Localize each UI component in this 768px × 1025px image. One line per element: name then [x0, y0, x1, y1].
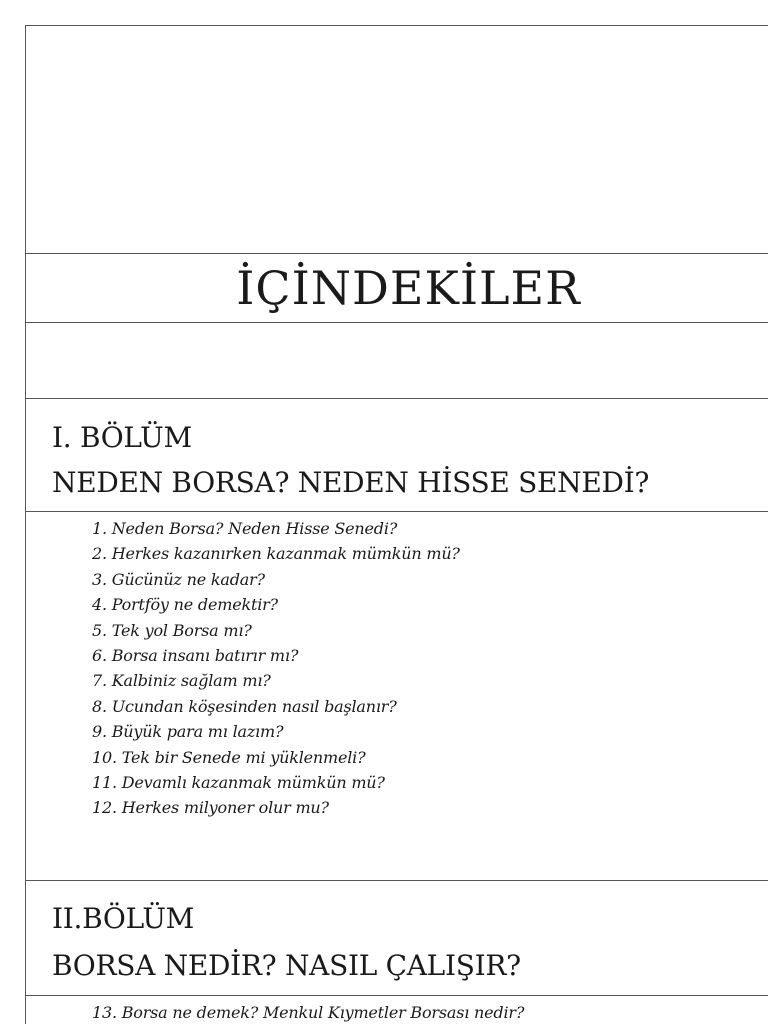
toc-entry[interactable]: 13. Borsa ne demek? Menkul Kıymetler Borsası nedir?: [92, 1003, 525, 1022]
toc-entry[interactable]: 11. Devamlı kazanmak mümkün mü?: [92, 772, 385, 792]
toc-entry[interactable]: 1. Neden Borsa? Neden Hisse Senedi?: [92, 519, 398, 538]
toc-entry[interactable]: 7. Kalbiniz sağlam mı?: [92, 671, 271, 691]
section-2-part-label: II.BÖLÜM: [52, 902, 195, 935]
toc-entry[interactable]: 9. Büyük para mı lazım?: [92, 722, 284, 742]
section-1-heading: NEDEN BORSA? NEDEN HİSSE SENEDİ?: [52, 466, 650, 499]
section-1-toc-list: [92, 516, 460, 821]
section-1-heading-rule: [25, 511, 768, 512]
section-2-top-rule: [25, 880, 768, 881]
title-top-rule: [25, 253, 768, 254]
page-left-border: [25, 25, 26, 1024]
toc-entry[interactable]: 3. Gücünüz ne kadar?: [92, 569, 265, 589]
toc-entry[interactable]: 4. Portföy ne demektir?: [92, 595, 278, 615]
section-2-heading-rule: [25, 995, 768, 996]
contents-title: İÇİNDEKİLER: [236, 261, 581, 315]
top-rule: [25, 25, 768, 26]
title-bottom-rule: [25, 322, 768, 323]
section-1-top-rule: [25, 398, 768, 399]
toc-entry[interactable]: 12. Herkes milyoner olur mu?: [92, 798, 329, 818]
section-2-heading: BORSA NEDİR? NASIL ÇALIŞIR?: [52, 949, 521, 982]
toc-entry[interactable]: 5. Tek yol Borsa mı?: [92, 620, 252, 640]
section-1-part-label: I. BÖLÜM: [52, 421, 192, 454]
toc-entry[interactable]: 6. Borsa insanı batırır mı?: [92, 645, 299, 665]
toc-entry[interactable]: 10. Tek bir Senede mi yüklenmeli?: [92, 747, 366, 767]
section-2-toc-list: [92, 1000, 524, 1025]
toc-entry[interactable]: 2. Herkes kazanırken kazanmak mümkün mü?: [92, 544, 460, 564]
toc-entry[interactable]: 8. Ucundan köşesinden nasıl başlanır?: [92, 696, 397, 716]
